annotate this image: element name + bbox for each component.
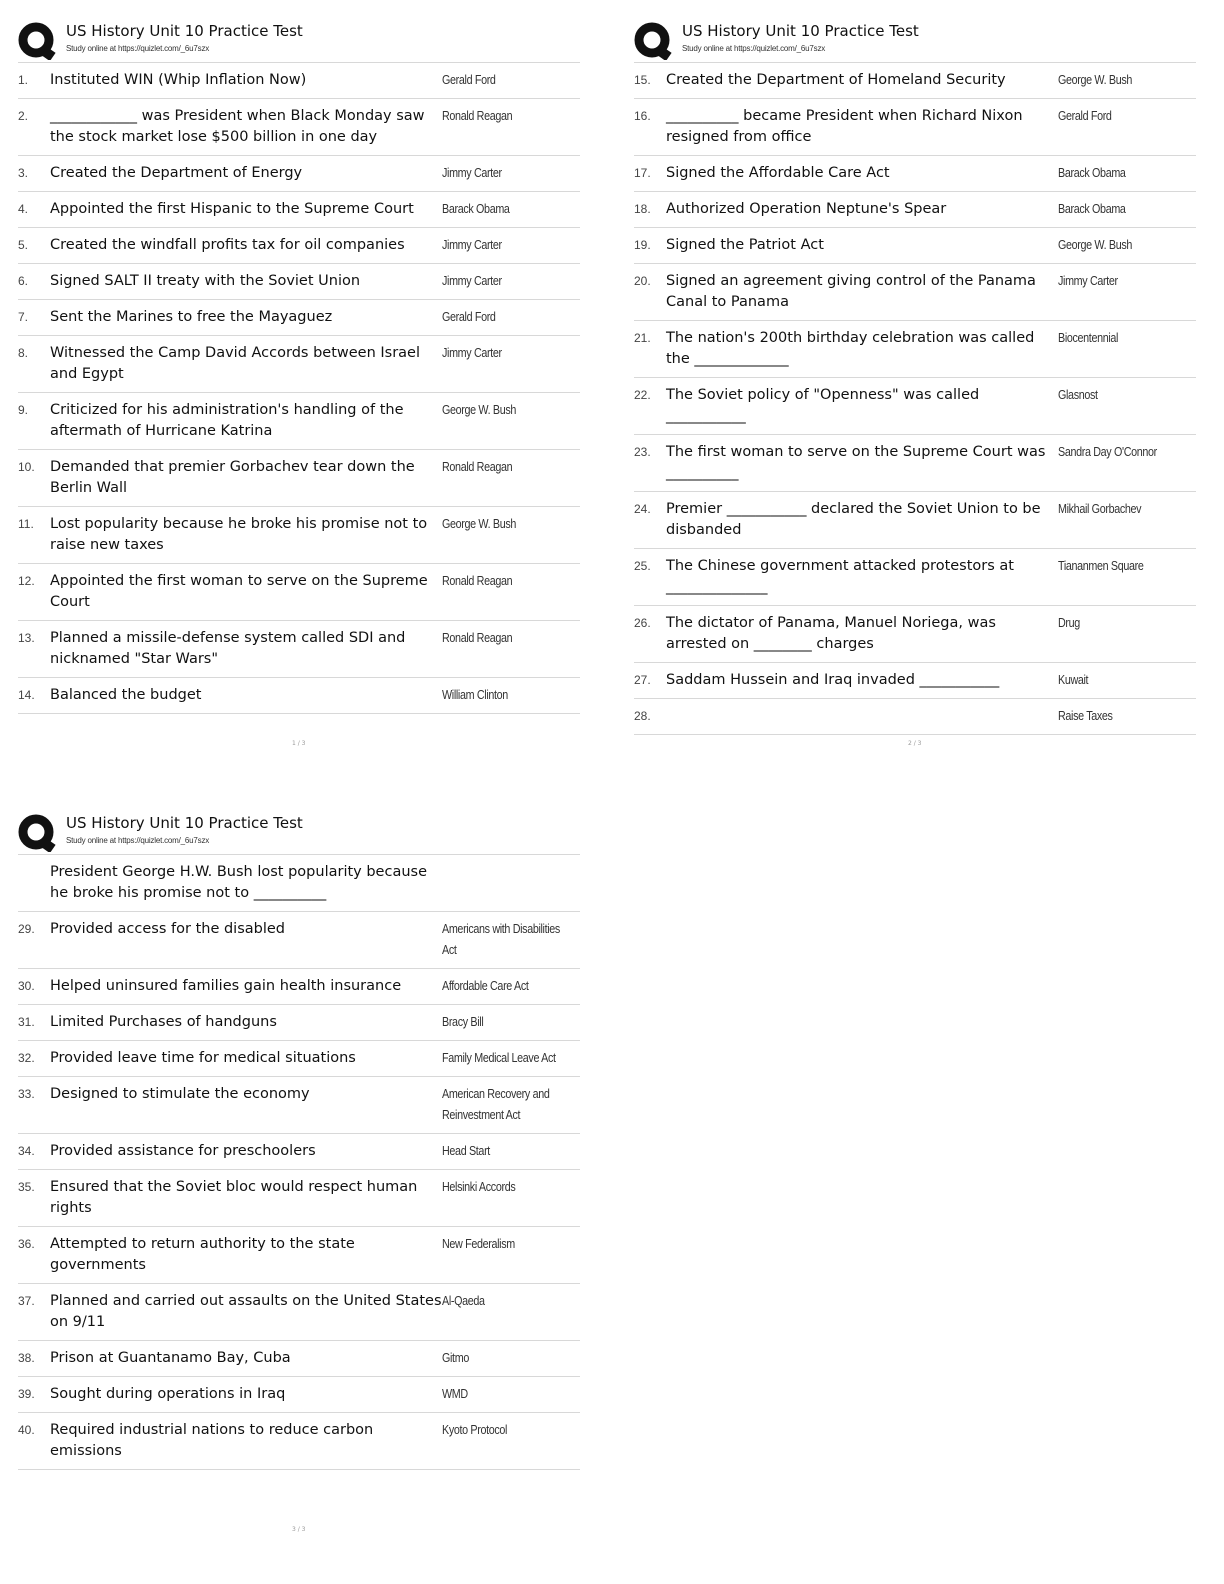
term-text: ____________ was President when Black Monday saw the stock market lose $500 billion in one day [50,108,425,145]
definition-text: Biocentennial [1058,331,1119,345]
definition-text: Ronald Reagan [442,109,513,123]
term-row [18,1134,580,1170]
page-number: 1 / 3 [292,740,306,747]
page-title: US History Unit 10 Practice Test [66,814,303,832]
term-number: 32. [18,1051,35,1065]
term-text: Created the Department of Homeland Security [666,72,1006,88]
term-text: Limited Purchases of handguns [50,1014,277,1030]
term-text: The Chinese government attacked protestors at ______________ [666,558,1014,595]
term-text: Lost popularity because he broke his promise not to raise new taxes [50,516,428,553]
term-number: 27. [634,673,651,687]
quizlet-q-icon [18,22,56,60]
term-row [18,156,580,192]
term-number: 6. [18,274,29,288]
term-number: 38. [18,1351,35,1365]
term-row [18,912,580,969]
quizlet-q-icon [18,814,56,852]
definition-text: Tiananmen Square [1058,559,1144,573]
term-row [18,564,580,621]
term-text: Saddam Hussein and Iraq invaded ___________ [666,672,1000,688]
term-number: 28. [634,709,651,723]
term-number: 9. [18,403,29,417]
page-header [18,18,580,62]
definition-text: Barack Obama [1058,166,1126,180]
definition-text: Barack Obama [442,202,510,216]
definition-text: Family Medical Leave Act [442,1051,556,1065]
term-number: 23. [634,445,651,459]
term-number: 12. [18,574,35,588]
quizlet-q-icon [634,22,672,60]
term-text: Prison at Guantanamo Bay, Cuba [50,1350,291,1366]
term-text: Created the windfall profits tax for oil companies [50,237,405,253]
term-row [18,621,580,678]
term-row [18,1041,580,1077]
term-row [18,336,580,393]
term-number: 22. [634,388,651,402]
term-row [18,300,580,336]
term-row [18,264,580,300]
term-row [18,969,580,1005]
term-number: 29. [18,922,35,936]
term-row [634,228,1196,264]
term-number: 19. [634,238,651,252]
term-row [634,321,1196,378]
term-row [18,1227,580,1284]
term-text: Appointed the first Hispanic to the Supreme Court [50,201,414,217]
term-number: 16. [634,109,651,123]
term-number: 40. [18,1423,35,1437]
term-text: Appointed the first woman to serve on the Supreme Court [50,573,428,610]
term-number: 35. [18,1180,35,1194]
term-number: 18. [634,202,651,216]
term-row [18,192,580,228]
term-list [18,62,580,714]
definition-text: William Clinton [442,688,508,702]
term-row [634,192,1196,228]
term-row [18,1341,580,1377]
term-number: 30. [18,979,35,993]
definition-text: Kyoto Protocol [442,1423,508,1437]
term-text: Authorized Operation Neptune's Spear [666,201,947,217]
term-row [634,63,1196,99]
term-row [18,1413,580,1470]
definition-text: Head Start [442,1144,490,1158]
term-text: Balanced the budget [50,687,202,703]
definition-text: Glasnost [1058,388,1098,402]
definition-text: Drug [1058,616,1080,630]
term-text: Provided access for the disabled [50,921,286,937]
term-text: Demanded that premier Gorbachev tear down the Berlin Wall [50,459,415,496]
definition-text: Sandra Day O'Connor [1058,445,1157,459]
definition-text: Barack Obama [1058,202,1126,216]
term-text: Witnessed the Camp David Accords between Israel and Egypt [50,345,421,382]
page-number: 2 / 3 [908,740,922,747]
definition-text: Gerald Ford [442,310,496,324]
definition-text: Ronald Reagan [442,631,513,645]
term-number: 3. [18,166,29,180]
term-row [634,606,1196,663]
term-row [634,435,1196,492]
term-row [18,1284,580,1341]
term-list [634,62,1196,735]
term-row [18,1005,580,1041]
term-row [18,1077,580,1134]
term-text: The Soviet policy of "Openness" was called ___________ [666,387,980,424]
term-text: Required industrial nations to reduce carbon emissions [50,1422,374,1459]
definition-text: Affordable Care Act [442,979,529,993]
definition-text: Jimmy Carter [442,346,502,360]
definition-text: Gerald Ford [442,73,496,87]
term-row [18,507,580,564]
definition-text: Jimmy Carter [442,238,502,252]
definition-text: American Recovery and Reinvestment Act [442,1087,550,1122]
term-number: 20. [634,274,651,288]
page-header [634,18,1196,62]
term-row [634,699,1196,735]
term-text: Provided assistance for preschoolers [50,1143,316,1159]
term-list [18,854,580,1470]
term-text: __________ became President when Richard Nixon resigned from office [666,108,1023,145]
page-header [18,810,580,854]
term-number: 33. [18,1087,35,1101]
term-text: Attempted to return authority to the state governments [50,1236,355,1273]
definition-text: New Federalism [442,1237,515,1251]
definition-text: George W. Bush [442,403,517,417]
page-2 [634,18,1196,747]
term-number: 14. [18,688,35,702]
definition-text: Kuwait [1058,673,1089,687]
term-row [634,264,1196,321]
term-row [18,1170,580,1227]
definition-text: Jimmy Carter [1058,274,1118,288]
term-text: Criticized for his administration's handling of the aftermath of Hurricane Katrina [50,402,404,439]
term-number: 13. [18,631,35,645]
definition-text: Gitmo [442,1351,469,1365]
term-number: 34. [18,1144,35,1158]
definition-text: Raise Taxes [1058,709,1113,723]
term-text: Sent the Marines to free the Mayaguez [50,309,333,325]
term-number: 11. [18,517,34,531]
page-1 [18,18,580,747]
term-number: 26. [634,616,651,630]
term-number: 7. [18,310,29,324]
definition-text: Gerald Ford [1058,109,1112,123]
term-number: 5. [18,238,29,252]
term-row [18,1377,580,1413]
page-title: US History Unit 10 Practice Test [66,22,303,40]
term-row [18,99,580,156]
term-row [634,663,1196,699]
term-text: The first woman to serve on the Supreme Court was __________ [666,444,1046,481]
continuation-row [18,855,580,912]
term-text: Signed the Patriot Act [666,237,824,253]
term-row [18,678,580,714]
term-number: 17. [634,166,651,180]
term-number: 36. [18,1237,35,1251]
term-text: Ensured that the Soviet bloc would respect human rights [50,1179,418,1216]
term-row [634,99,1196,156]
term-text: Signed SALT II treaty with the Soviet Union [50,273,361,289]
study-online-link[interactable]: Study online at https://quizlet.com/_6u7szx [66,836,210,845]
definition-text: Al-Qaeda [442,1294,485,1308]
term-text: Designed to stimulate the economy [50,1086,310,1102]
term-row [18,228,580,264]
definition-text: George W. Bush [442,517,517,531]
page-3 [18,810,580,1533]
term-text: Planned a missile-defense system called SDI and nicknamed "Star Wars" [50,630,406,667]
term-text: Provided leave time for medical situations [50,1050,356,1066]
term-text: Premier ___________ declared the Soviet Union to be disbanded [666,501,1041,538]
term-number: 10. [18,460,35,474]
term-row [634,156,1196,192]
term-number: 2. [18,109,29,123]
term-number: 37. [18,1294,35,1308]
term-number: 31. [18,1015,35,1029]
term-row [18,393,580,450]
definition-text: WMD [442,1387,468,1401]
term-row [18,450,580,507]
term-number: 1. [18,73,29,87]
definition-text: George W. Bush [1058,238,1133,252]
term-row [634,378,1196,435]
page-title: US History Unit 10 Practice Test [682,22,919,40]
term-number: 39. [18,1387,35,1401]
term-number: 4. [18,202,29,216]
definition-text: Ronald Reagan [442,460,513,474]
term-number: 15. [634,73,651,87]
term-number: 24. [634,502,651,516]
term-row [634,492,1196,549]
term-number: 25. [634,559,651,573]
term-row [18,63,580,99]
term-text: Planned and carried out assaults on the United States on 9/11 [50,1293,442,1330]
definition-text: Bracy Bill [442,1015,484,1029]
study-online-link[interactable]: Study online at https://quizlet.com/_6u7szx [682,44,826,53]
term-text: Instituted WIN (Whip Inflation Now) [50,72,307,88]
term-text: The dictator of Panama, Manuel Noriega, was arrested on ________ charges [666,615,996,652]
definition-text: Jimmy Carter [442,166,502,180]
term-number: 8. [18,346,29,360]
term-text: Signed an agreement giving control of the Panama Canal to Panama [666,273,1036,310]
term-row [634,549,1196,606]
continued-term: President George H.W. Bush lost popularity because he broke his promise not to __________ [50,864,427,901]
definition-text: Helsinki Accords [442,1180,516,1194]
term-number: 21. [634,331,651,345]
term-text: Helped uninsured families gain health insurance [50,978,402,994]
definition-text: Jimmy Carter [442,274,502,288]
definition-text: Americans with Disabilities Act [442,922,560,957]
definition-text: Ronald Reagan [442,574,513,588]
term-text: The nation's 200th birthday celebration was called the _____________ [666,330,1035,367]
term-text: Sought during operations in Iraq [50,1386,286,1402]
study-online-link[interactable]: Study online at https://quizlet.com/_6u7szx [66,44,210,53]
definition-text: Mikhail Gorbachev [1058,502,1142,516]
term-text: Created the Department of Energy [50,165,303,181]
page-number: 3 / 3 [292,1526,306,1533]
term-text: Signed the Affordable Care Act [666,165,890,181]
definition-text: George W. Bush [1058,73,1133,87]
